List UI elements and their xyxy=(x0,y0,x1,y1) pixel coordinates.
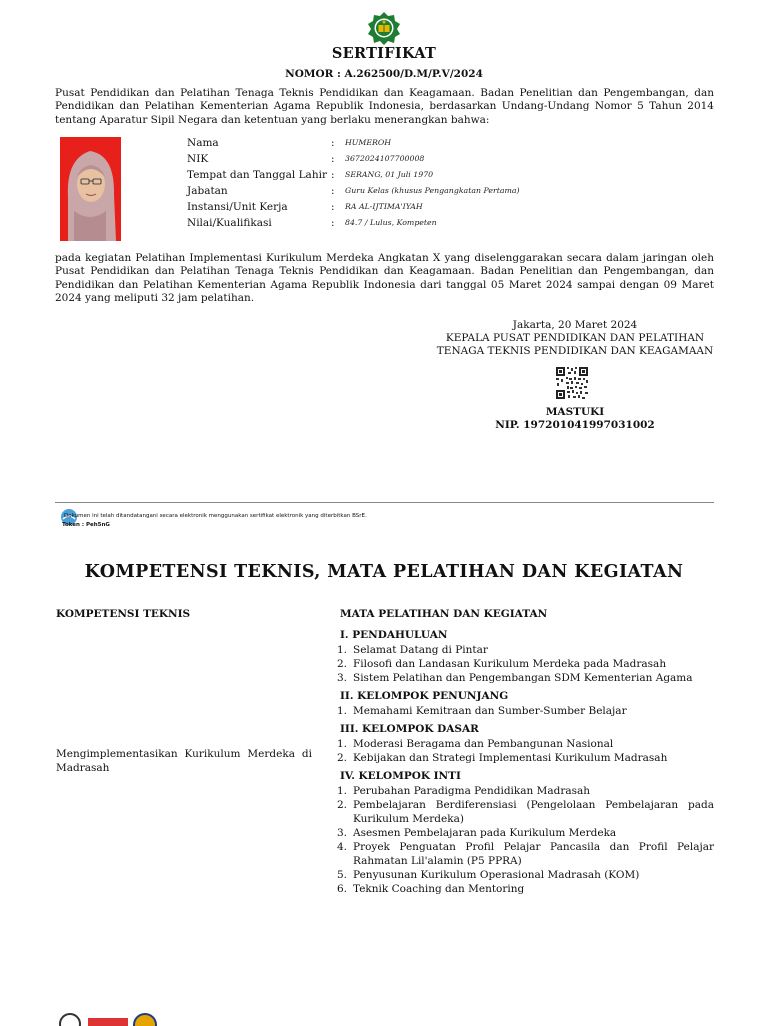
detail-label: Nilai/Kualifikasi xyxy=(187,217,272,229)
list-item: 1. Memahami Kemitraan dan Sumber-Sumber Belajar xyxy=(337,705,627,717)
signer-nip: NIP. 197201041997031002 xyxy=(495,418,655,431)
detail-colon: : xyxy=(331,185,335,197)
detail-value-name: HUMEROH xyxy=(345,138,392,147)
detail-value-nik: 3672024107700008 xyxy=(345,154,425,163)
training-outline xyxy=(337,629,714,901)
detail-value-score: 84.7 / Lulus, Kompeten xyxy=(345,218,437,227)
list-item: 1. Perubahan Paradigma Pendidikan Madrasah xyxy=(337,785,591,797)
certificate-title: SERTIFIKAT xyxy=(331,45,437,62)
detail-label: Tempat dan Tanggal Lahir xyxy=(187,169,327,181)
list-item: 3. Sistem Pelatihan dan Pengembangan SDM Kementerian Agama xyxy=(337,672,693,684)
list-item: 6. Teknik Coaching dan Mentoring xyxy=(337,883,525,895)
kemenag-logo-icon xyxy=(366,11,402,45)
detail-colon: : xyxy=(331,201,335,213)
section-pendahuluan xyxy=(337,629,714,685)
detail-colon: : xyxy=(331,137,335,149)
detail-label: Nama xyxy=(187,137,219,149)
footer-note: Dokumen ini telah ditandatangani secara elektronik menggunakan sertifikat elektronik yang diterbitkan BSrE. xyxy=(64,513,367,519)
detail-label: Instansi/Unit Kerja xyxy=(187,201,288,213)
section-dasar xyxy=(337,723,714,765)
signer-name: MASTUKI xyxy=(545,406,605,418)
detail-value-institution: RA AL-IJTIMA'IYAH xyxy=(345,202,423,211)
detail-value-position: Guru Kelas (khusus Pengangkatan Pertama) xyxy=(345,186,520,195)
list-item: 2. Filosofi dan Landasan Kurikulum Merdeka pada Madrasah xyxy=(337,658,667,670)
competency-heading: KOMPETENSI TEKNIS, MATA PELATIHAN DAN KEGIATAN xyxy=(84,562,684,582)
list-item: 3. Asesmen Pembelajaran pada Kurikulum Merdeka xyxy=(337,827,617,839)
intro-paragraph: Pusat Pendidikan dan Pelatihan Tenaga Teknis Pendidikan dan Keagamaan. Badan Penelitian dan Pengembangan, dan Pendidikan dan Pelatihan Kementerian Agama Republik Indonesia, berdasarkan Undang-Undang Nomor 5 Tahun 2014 tentang Aparatur Sipil Negara dan ketentuan yang berlaku menerangkan bahwa: xyxy=(55,87,714,126)
section-inti xyxy=(337,770,714,896)
detail-label: Jabatan xyxy=(187,185,228,197)
sign-office-line1: KEPALA PUSAT PENDIDIKAN DAN PELATIHAN xyxy=(445,332,705,344)
left-column-header: KOMPETENSI TEKNIS xyxy=(56,608,191,620)
person-photo-icon xyxy=(60,137,121,241)
list-item: 2. Kebijakan dan Strategi Implementasi Kurikulum Madrasah xyxy=(337,752,668,764)
qr-code-icon[interactable] xyxy=(555,366,589,400)
detail-label: NIK xyxy=(187,153,209,165)
detail-colon: : xyxy=(331,153,335,165)
section-title: II. KELOMPOK PENUNJANG xyxy=(340,690,509,702)
section-title: IV. KELOMPOK INTI xyxy=(340,770,461,782)
list-item: 2. Pembelajaran Berdiferensiasi (Pengelolaan Pembelajaran pada Kurikulum Merdeka) xyxy=(337,799,714,825)
section-title: III. KELOMPOK DASAR xyxy=(340,723,479,735)
list-item: 1. Selamat Datang di Pintar xyxy=(337,644,488,656)
list-item: 1. Moderasi Beragama dan Pembangunan Nasional xyxy=(337,738,614,750)
competency-description: Mengimplementasikan Kurikulum Merdeka di Madrasah xyxy=(56,748,312,774)
list-item: 4. Proyek Penguatan Profil Pelajar Pancasila dan Profil Pelajar Rahmatan Lil'alamin (P5 PPRA) xyxy=(337,841,714,867)
sign-office-line2: TENAGA TEKNIS PENDIDIKAN DAN KEAGAMAAN xyxy=(436,344,714,357)
detail-colon: : xyxy=(331,217,335,229)
footer-token: Token : Peh5nG xyxy=(62,522,110,528)
footer-divider xyxy=(55,502,714,503)
participant-photo xyxy=(60,137,121,241)
sign-place-date: Jakarta, 20 Maret 2024 xyxy=(512,319,638,331)
body-paragraph: pada kegiatan Pelatihan Implementasi Kurikulum Merdeka Angkatan X yang diselenggarakan secara dalam jaringan oleh Pusat Pendidikan dan Pelatihan Tenaga Teknis Pendidikan dan Keagamaan. Badan Penelitian dan Pengembangan, dan Pendidikan dan Pelatihan Kementerian Agama Republik Indonesia dari tanggal 05 Maret 2024 sampai dengan 09 Maret 2024 yang meliputi 32 jam pelatihan. xyxy=(55,252,714,304)
detail-value-birth: SERANG, 01 Juli 1970 xyxy=(345,170,434,179)
section-penunjang xyxy=(337,690,714,718)
right-column-header: MATA PELATIHAN DAN KEGIATAN xyxy=(340,608,548,620)
certificate-number: NOMOR : A.262500/D.M/P.V/2024 xyxy=(285,68,483,80)
sign-office xyxy=(430,332,720,357)
detail-colon: : xyxy=(331,169,335,181)
section-title: I. PENDAHULUAN xyxy=(340,629,448,641)
signer-block xyxy=(430,406,720,431)
list-item: 5. Penyusunan Kurikulum Operasional Madrasah (KOM) xyxy=(337,869,640,881)
